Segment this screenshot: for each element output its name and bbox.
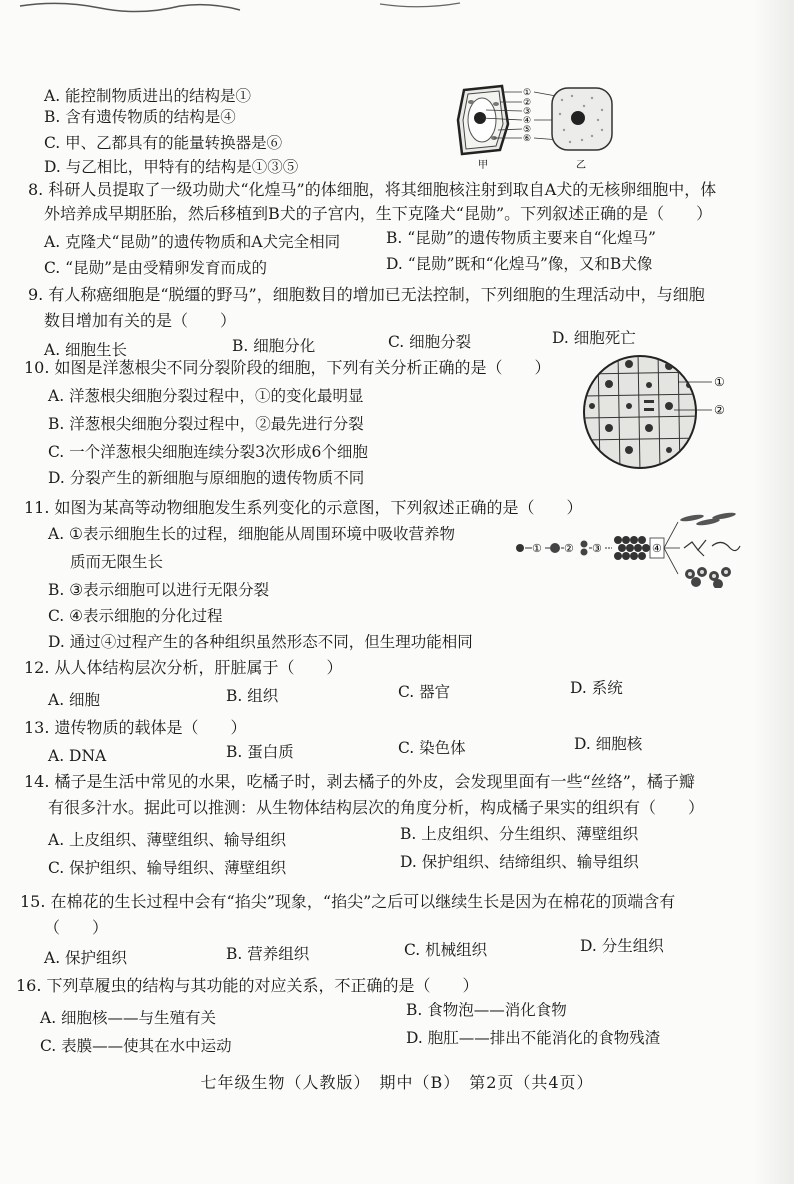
q16-option-b: B. 食物泡——消化食物: [406, 1001, 567, 1019]
q10-onion-root-figure: [582, 352, 742, 472]
q7-cell-figure: [452, 80, 622, 170]
q11-fig-label-4: ④: [652, 542, 662, 555]
q11-option-a-line1: A. ①表示细胞生长的过程，细胞能从周围环境中吸收营养物: [48, 525, 455, 543]
q13-option-d: D. 细胞核: [574, 735, 643, 753]
q8-option-d: D. “昆勋”既和“化煌马”像，又和B犬像: [386, 255, 653, 273]
q9-option-d: D. 细胞死亡: [552, 329, 636, 347]
q7-fig-label-3: ③: [523, 107, 532, 117]
q8-stem-line1: 8. 科研人员提取了一级功勋犬“化煌马”的体细胞，将其细胞核注射到取自A犬的无核卵细胞中，体: [28, 180, 717, 199]
q14-option-d: D. 保护组织、结缔组织、输导组织: [400, 853, 639, 871]
q11-option-a-line2: 质而无限生长: [70, 553, 164, 571]
q10-option-c: C. 一个洋葱根尖细胞连续分裂3次形成6个细胞: [48, 443, 368, 461]
q7-fig-label-2: ②: [523, 98, 532, 108]
q9-option-c: C. 细胞分裂: [388, 333, 472, 351]
q11-cell-change-figure: [512, 510, 744, 588]
q7-option-c: C. 甲、乙都具有的能量转换器是⑥: [44, 134, 283, 152]
page-edge-shadow: [754, 0, 794, 1184]
q11-option-d: D. 通过④过程产生的各种组织虽然形态不同，但生理功能相同: [48, 633, 473, 651]
q15-option-d: D. 分生组织: [580, 937, 664, 955]
q11-fig-label-1: ①: [532, 542, 542, 555]
q11-stem: 11. 如图为某高等动物细胞发生系列变化的示意图，下列叙述正确的是（ ）: [24, 498, 583, 517]
q10-fig-label-1: ①: [714, 375, 725, 389]
q10-option-b: B. 洋葱根尖细胞分裂过程中，②最先进行分裂: [48, 415, 364, 433]
page-footer: 七年级生物（人教版） 期中（B） 第2页（共4页）: [200, 1073, 594, 1092]
q15-option-c: C. 机械组织: [404, 941, 488, 959]
q10-fig-label-2: ②: [714, 403, 725, 417]
q16-stem: 16. 下列草履虫的结构与其功能的对应关系，不正确的是（ ）: [16, 976, 479, 995]
q16-option-c: C. 表膜——使其在水中运动: [40, 1037, 232, 1055]
q7-option-d: D. 与乙相比，甲特有的结构是①③⑤: [44, 158, 299, 176]
q15-stem-line2: （ ）: [44, 918, 109, 937]
q14-stem-line1: 14. 橘子是生活中常见的水果，吃橘子时，剥去橘子的外皮，会发现里面有一些“丝络”，橘子瓣: [24, 772, 695, 791]
q9-stem-line2: 数目增加有关的是（ ）: [44, 311, 237, 330]
q13-option-b: B. 蛋白质: [226, 743, 294, 761]
q8-option-c: C. “昆勋”是由受精卵发育而成的: [44, 259, 268, 277]
q11-fig-label-3: ③: [592, 542, 602, 555]
q7-fig-label-4: ④: [523, 116, 532, 126]
q8-option-b: B. “昆勋”的遗传物质主要来自“化煌马”: [386, 229, 656, 247]
q14-option-c: C. 保护组织、输导组织、薄壁组织: [48, 859, 287, 877]
q9-option-a: A. 细胞生长: [44, 341, 128, 359]
q12-stem: 12. 从人体结构层次分析，肝脏属于（ ）: [24, 658, 343, 677]
q7-fig-jia: 甲: [478, 160, 488, 170]
q16-option-d: D. 胞肛——排出不能消化的食物残渣: [406, 1029, 661, 1047]
q15-stem-line1: 15. 在棉花的生长过程中会有“掐尖”现象，“掐尖”之后可以继续生长是因为在棉花的顶端含有: [20, 892, 676, 911]
q15-option-a: A. 保护组织: [44, 949, 128, 967]
q7-option-a: A. 能控制物质进出的结构是①: [44, 87, 252, 105]
q14-stem-line2: 有很多汁水。据此可以推测：从生物体结构层次的角度分析，构成橘子果实的组织有（ ）: [48, 798, 705, 817]
q12-option-b: B. 组织: [226, 687, 279, 705]
q9-option-b: B. 细胞分化: [232, 337, 316, 355]
q8-option-a: A. 克隆犬“昆勋”的遗传物质和A犬完全相同: [44, 233, 341, 251]
q7-option-b: B. 含有遗传物质的结构是④: [44, 108, 236, 126]
q11-option-b: B. ③表示细胞可以进行无限分裂: [48, 581, 270, 599]
q10-option-d: D. 分裂产生的新细胞与原细胞的遗传物质不同: [48, 469, 365, 487]
q10-stem: 10. 如图是洋葱根尖不同分裂阶段的细胞，下列有关分析正确的是（ ）: [24, 358, 551, 377]
q7-fig-yi: 乙: [576, 160, 586, 170]
q14-option-a: A. 上皮组织、薄壁组织、输导组织: [48, 831, 287, 849]
q13-stem: 13. 遗传物质的载体是（ ）: [24, 718, 247, 737]
q7-fig-label-6: ⑥: [523, 134, 532, 144]
q14-option-b: B. 上皮组织、分生组织、薄壁组织: [400, 825, 639, 843]
q12-option-a: A. 细胞: [48, 691, 101, 709]
q7-fig-label-5: ⑤: [523, 125, 532, 135]
q9-stem-line1: 9. 有人称癌细胞是“脱缰的野马”，细胞数目的增加已无法控制，下列细胞的生理活动中，与细胞: [28, 285, 705, 304]
q13-option-c: C. 染色体: [398, 739, 466, 757]
q11-option-c: C. ④表示细胞的分化过程: [48, 607, 223, 625]
top-edge-scribble: [0, 0, 794, 18]
q11-fig-label-2: ②: [564, 542, 574, 555]
q16-option-a: A. 细胞核——与生殖有关: [40, 1009, 217, 1027]
q15-option-b: B. 营养组织: [226, 945, 310, 963]
q12-option-c: C. 器官: [398, 683, 451, 701]
q7-fig-label-1: ①: [523, 88, 532, 98]
q12-option-d: D. 系统: [570, 679, 623, 697]
q10-option-a: A. 洋葱根尖细胞分裂过程中，①的变化最明显: [48, 387, 364, 405]
q8-stem-line2: 外培养成早期胚胎，然后移植到B犬的子宫内，生下克隆犬“昆勋”。下列叙述正确的是（ ）: [44, 204, 713, 223]
q13-option-a: A. DNA: [48, 747, 107, 765]
